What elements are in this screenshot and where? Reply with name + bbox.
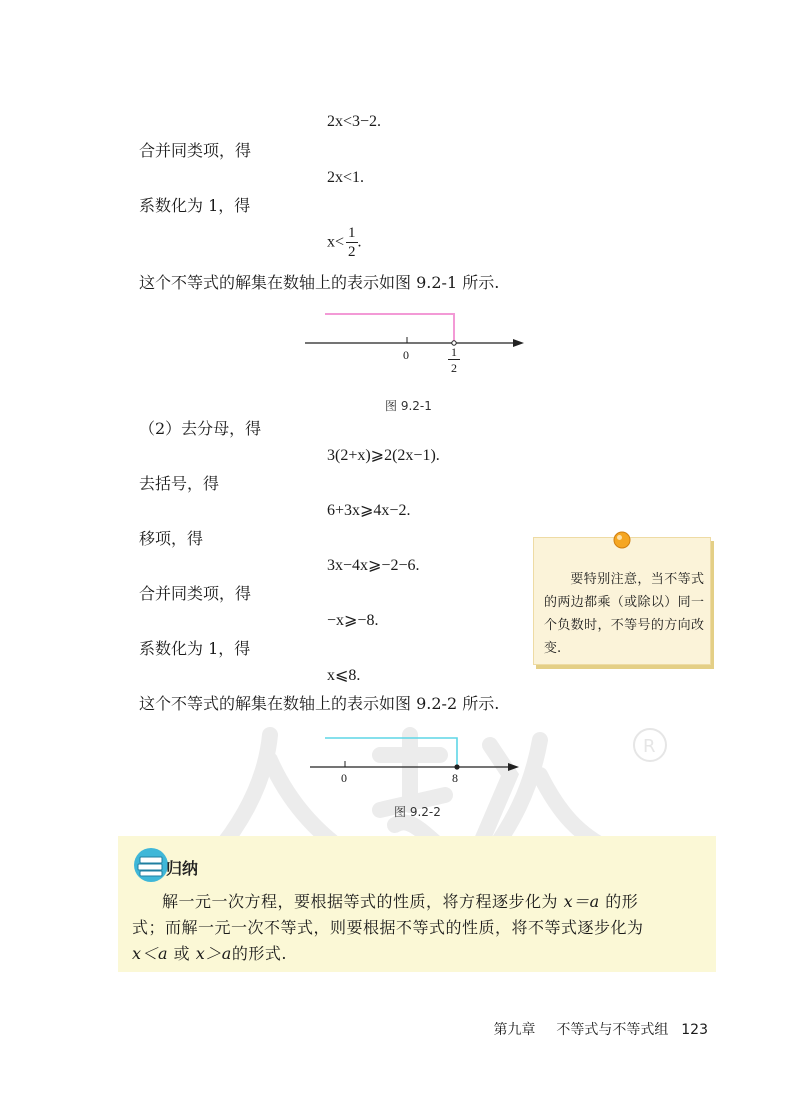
summary-box [118,836,716,972]
equation-p2-4: −x⩾−8. [327,612,379,629]
solution-set-sentence-1: 这个不等式的解集在数轴上的表示如图 9.2-1 所示. [139,273,500,292]
svg-text:R: R [643,736,656,757]
axis-arrow-1 [513,339,524,347]
fraction-one-half [346,226,358,260]
closed-point-eight [454,764,459,769]
figure-caption-1: 图 9.2-1 [385,399,432,413]
tick-half-numerator: 1 [448,346,460,360]
pushpin-icon [612,530,632,550]
equation-p2-2: 6+3x⩾4x−2. [327,502,411,519]
step-remove-denominator: （2）去分母，得 [139,419,262,438]
tick-label-zero-2: 0 [341,771,347,785]
summary-math-x-less-a: x＜a [132,944,169,963]
summary-line-3 [132,944,287,964]
step-combine-like-terms: 合并同类项，得 [139,141,252,160]
summary-text-or: 或 [168,944,196,963]
number-line-figure-2 [305,732,525,782]
books-icon [132,844,170,884]
equation-line-1: 2x<3−2. [327,113,382,130]
step-coefficient-to-one-2: 系数化为 1，得 [139,639,251,658]
figure-caption-2: 图 9.2-2 [394,805,441,819]
equation-lhs: x< [327,233,345,251]
equation-p2-5: x⩽8. [327,667,361,684]
equation-end: . [357,233,362,251]
summary-math-x-greater-a: x＞a [195,944,232,963]
summary-text-3d: 的形式. [231,944,287,963]
page-number: 123 [681,1022,708,1038]
summary-text-1c: 的形 [599,892,639,911]
side-note-text [544,568,704,660]
step-coefficient-to-one: 系数化为 1，得 [139,196,251,215]
equation-line-2: 2x<1. [327,169,365,186]
summary-text-1a: 解一元一次方程，要根据等式的性质，将方程逐步化为 [162,892,564,911]
summary-math-x-equals-a: x＝a [563,892,600,911]
summary-title: 归纳 [166,859,199,878]
page-footer [493,1019,708,1039]
equation-p2-3: 3x−4x⩾−2−6. [327,557,420,574]
side-note-box [533,537,711,665]
step-combine-like-terms-2: 合并同类项，得 [139,584,252,603]
fraction-denominator: 2 [348,244,356,260]
solution-range-1 [325,314,454,343]
tick-half-denominator: 2 [451,361,457,375]
equation-p2-1: 3(2+x)⩾2(2x−1). [327,447,440,464]
tick-label-zero-1: 0 [403,348,409,362]
tick-label-half [448,346,460,374]
axis-arrow-2 [508,763,519,771]
step-remove-parentheses: 去括号，得 [139,474,220,493]
side-note-content: 要特别注意，当不等式的两边都乘（或除以）同一个负数时，不等号的方向改变. [544,572,704,656]
number-line-figure-1 [300,305,530,380]
footer-chapter: 第九章 [493,1022,536,1038]
solution-set-sentence-2: 这个不等式的解集在数轴上的表示如图 9.2-2 所示. [139,694,500,713]
tick-label-eight: 8 [452,771,458,785]
equation-line-3 [327,226,362,260]
step-move-terms: 移项，得 [139,529,204,548]
fraction-numerator: 1 [348,225,356,241]
footer-chapter-title: 不等式与不等式组 [556,1022,669,1038]
summary-line-1 [162,892,638,912]
summary-line-2: 式；而解一元一次不等式，则要根据不等式的性质，将不等式逐步化为 [132,918,644,937]
